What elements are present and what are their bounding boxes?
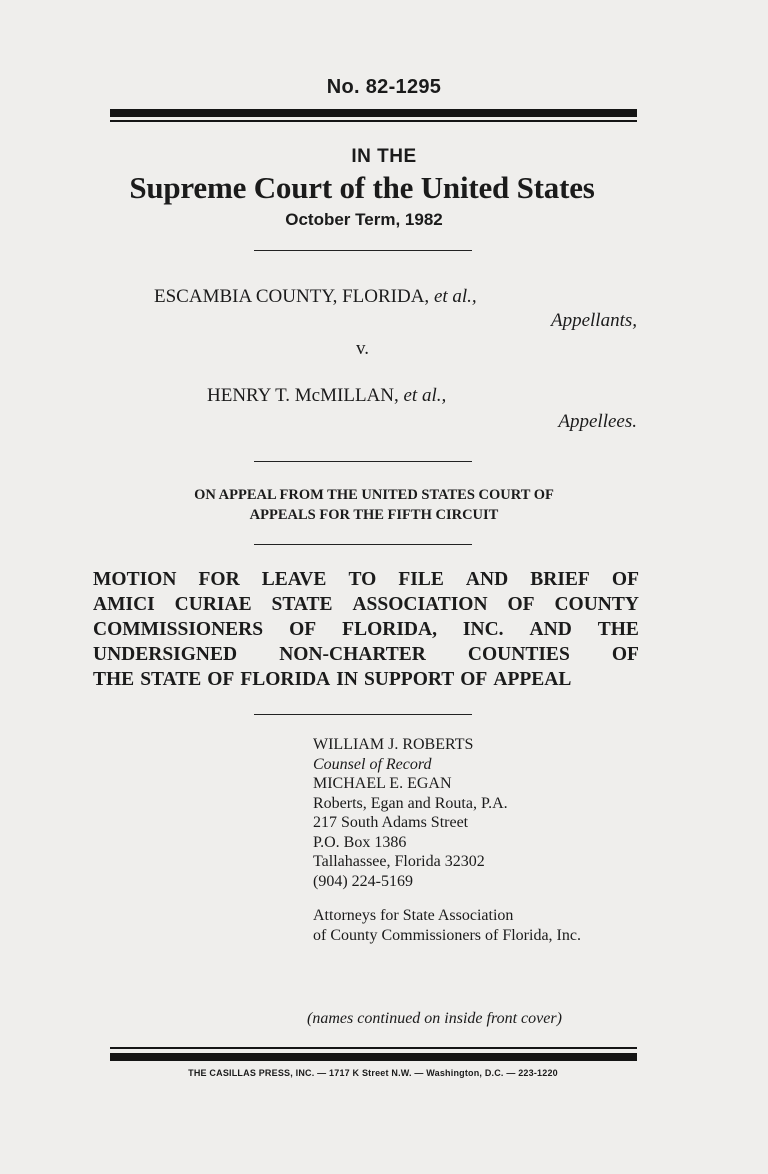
law-firm: Roberts, Egan and Routa, P.A. bbox=[313, 794, 508, 812]
printer-line: THE CASILLAS PRESS, INC. — 1717 K Street N.W. — Washington, D.C. — 223-1220 bbox=[188, 1068, 558, 1078]
word: STATE bbox=[140, 669, 202, 690]
word: COUNTIES bbox=[467, 644, 570, 665]
motion-title-line bbox=[93, 667, 639, 692]
word: INC. bbox=[462, 619, 504, 640]
divider-rule bbox=[254, 714, 472, 715]
word: AMICI bbox=[93, 594, 155, 615]
docket-number: No. 82-1295 bbox=[326, 76, 442, 98]
word: OF bbox=[611, 644, 639, 665]
appellant-name: ESCAMBIA COUNTY, FLORIDA, bbox=[154, 286, 430, 307]
po-box: P.O. Box 1386 bbox=[313, 833, 407, 851]
bottom-thin-rule bbox=[110, 1047, 637, 1049]
street-address: 217 South Adams Street bbox=[313, 814, 469, 831]
word: BRIEF bbox=[530, 569, 590, 590]
word: NON-CHARTER bbox=[279, 644, 426, 665]
word: COMMISSIONERS bbox=[93, 619, 264, 640]
word: FLORIDA bbox=[240, 669, 331, 690]
word: OF bbox=[289, 619, 317, 640]
court-prefix: IN THE bbox=[351, 146, 417, 167]
word: ASSOCIATION bbox=[352, 594, 488, 615]
word: COUNTY bbox=[554, 594, 639, 615]
counsel-block bbox=[313, 735, 653, 891]
versus: v. bbox=[356, 338, 370, 359]
court-term: October Term, 1982 bbox=[285, 210, 443, 229]
top-thick-rule bbox=[110, 109, 637, 117]
bottom-thick-rule bbox=[110, 1053, 637, 1061]
motion-title-line bbox=[93, 592, 639, 617]
word: FLORIDA, bbox=[342, 619, 437, 640]
word: AND bbox=[465, 569, 509, 590]
appellee-line bbox=[207, 385, 446, 407]
motion-title-line bbox=[93, 617, 639, 642]
appeal-from-line: ON APPEAL FROM THE UNITED STATES COURT OF bbox=[194, 487, 554, 503]
city-state-zip: Tallahassee, Florida 32302 bbox=[313, 853, 485, 870]
word: OF bbox=[507, 594, 535, 615]
word: STATE bbox=[271, 594, 333, 615]
appeal-from bbox=[100, 485, 648, 525]
word: AND bbox=[529, 619, 572, 640]
counsel-name: WILLIAM J. ROBERTS bbox=[313, 736, 474, 753]
divider-rule bbox=[254, 461, 472, 462]
motion-title bbox=[93, 567, 639, 692]
appellee-name: HENRY T. McMILLAN, bbox=[207, 385, 399, 406]
court-name: Supreme Court of the United States bbox=[129, 170, 595, 205]
appellant-etal: et al., bbox=[433, 286, 477, 307]
word: APPEAL bbox=[493, 669, 572, 690]
word: CURIAE bbox=[174, 594, 252, 615]
appellant-role: Appellants, bbox=[550, 310, 637, 331]
names-continued-note: (names continued on inside front cover) bbox=[307, 1010, 562, 1027]
divider-rule bbox=[254, 544, 472, 545]
word: FOR bbox=[198, 569, 240, 590]
word: OF bbox=[611, 569, 639, 590]
motion-title-line bbox=[93, 642, 639, 667]
divider-rule bbox=[254, 250, 472, 251]
word: TO bbox=[348, 569, 377, 590]
word: IN bbox=[336, 669, 358, 690]
word: SUPPORT bbox=[363, 669, 455, 690]
appellant-line bbox=[154, 286, 477, 308]
counsel-name: MICHAEL E. EGAN bbox=[313, 775, 452, 792]
attorneys-for-line: of County Commissioners of Florida, Inc. bbox=[313, 926, 581, 944]
counsel-of-record: Counsel of Record bbox=[313, 755, 432, 773]
word: OF bbox=[460, 669, 488, 690]
top-thin-rule bbox=[110, 120, 637, 122]
appeal-from-line: APPEALS FOR THE FIFTH CIRCUIT bbox=[249, 507, 499, 523]
appellee-role: Appellees. bbox=[558, 411, 637, 432]
word: OF bbox=[207, 669, 235, 690]
word: THE bbox=[93, 669, 135, 690]
word: MOTION bbox=[93, 569, 177, 590]
word: FILE bbox=[398, 569, 444, 590]
attorneys-for bbox=[313, 906, 653, 945]
word: LEAVE bbox=[261, 569, 327, 590]
phone-number: (904) 224-5169 bbox=[313, 872, 413, 890]
word: THE bbox=[597, 619, 639, 640]
word: UNDERSIGNED bbox=[93, 644, 238, 665]
attorneys-for-line: Attorneys for State Association bbox=[313, 907, 514, 924]
appellee-etal: et al., bbox=[403, 385, 447, 406]
motion-title-line bbox=[93, 567, 639, 592]
